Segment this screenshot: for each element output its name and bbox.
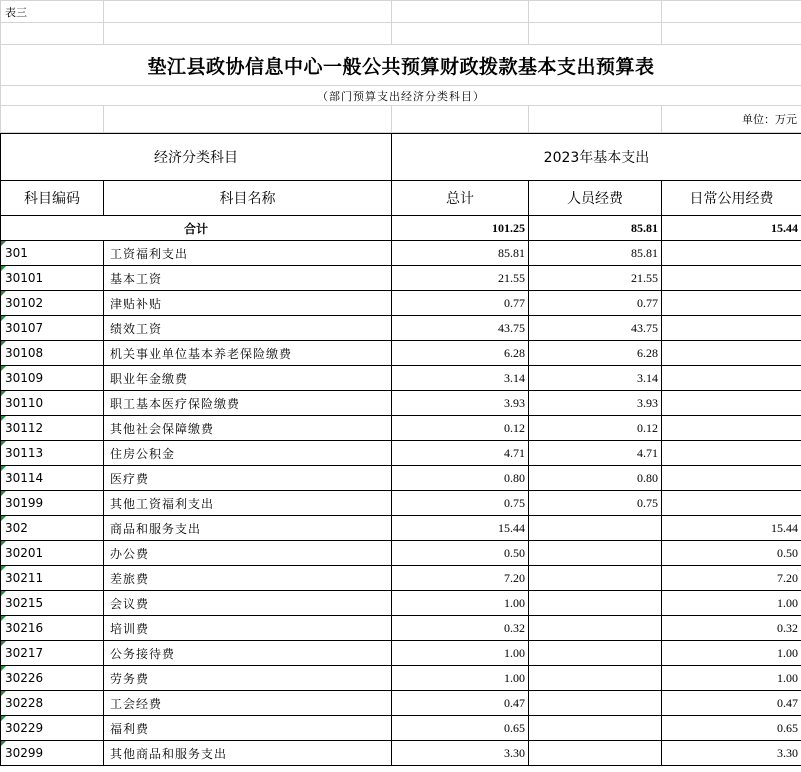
row-public[interactable] (662, 391, 801, 416)
row-name[interactable]: 工会经费 (104, 691, 392, 716)
row-personnel[interactable]: 21.55 (529, 266, 662, 291)
row-total[interactable]: 1.00 (392, 591, 529, 616)
table-row (1, 341, 801, 366)
row-public[interactable]: 1.00 (662, 666, 801, 691)
row-name[interactable]: 差旅费 (104, 566, 392, 591)
unit-label[interactable]: 单位：万元 (662, 106, 801, 133)
totals-public[interactable]: 15.44 (662, 216, 801, 241)
row-total[interactable]: 1.00 (392, 666, 529, 691)
table-row (1, 591, 801, 616)
table-row (1, 616, 801, 641)
row-name[interactable]: 会议费 (104, 591, 392, 616)
empty-cell[interactable] (529, 106, 662, 133)
row-name[interactable]: 福利费 (104, 716, 392, 741)
table-row (1, 241, 801, 266)
row-public[interactable]: 1.00 (662, 641, 801, 666)
row-name[interactable]: 津贴补贴 (104, 291, 392, 316)
empty-cell[interactable] (529, 1, 662, 23)
row-personnel[interactable] (529, 591, 662, 616)
empty-cell[interactable] (104, 1, 392, 23)
row-personnel[interactable]: 0.77 (529, 291, 662, 316)
table-row (1, 391, 801, 416)
row-code[interactable]: 30216 (1, 616, 104, 641)
row-total[interactable]: 0.77 (392, 291, 529, 316)
row-code[interactable]: 30299 (1, 741, 104, 766)
row-personnel[interactable] (529, 666, 662, 691)
empty-cell[interactable] (1, 106, 104, 133)
row-public[interactable] (662, 466, 801, 491)
row-personnel[interactable] (529, 541, 662, 566)
row-public[interactable]: 0.47 (662, 691, 801, 716)
row-personnel[interactable]: 0.80 (529, 466, 662, 491)
row-code[interactable]: 30112 (1, 416, 104, 441)
row-total[interactable]: 0.12 (392, 416, 529, 441)
row-total[interactable]: 4.71 (392, 441, 529, 466)
empty-cell[interactable] (529, 23, 662, 45)
empty-cell[interactable] (662, 23, 801, 45)
table-row (1, 641, 801, 666)
row-total[interactable]: 0.80 (392, 466, 529, 491)
table-row (1, 691, 801, 716)
table-label[interactable]: 表三 (1, 1, 104, 23)
row-public[interactable] (662, 241, 801, 266)
row-public[interactable]: 1.00 (662, 591, 801, 616)
row-total[interactable]: 0.65 (392, 716, 529, 741)
table-row (1, 741, 801, 766)
row-total[interactable]: 15.44 (392, 516, 529, 541)
table-row (1, 291, 801, 316)
header-basic-expenditure[interactable]: 2023年基本支出 (392, 134, 801, 181)
row-code[interactable]: 30110 (1, 391, 104, 416)
table-row (1, 516, 801, 541)
table-row (1, 416, 801, 441)
header-code[interactable]: 科目编码 (1, 181, 104, 216)
row-total[interactable]: 0.32 (392, 616, 529, 641)
row-name[interactable]: 培训费 (104, 616, 392, 641)
row-personnel[interactable]: 6.28 (529, 341, 662, 366)
header-personnel[interactable]: 人员经费 (529, 181, 662, 216)
row-public[interactable]: 15.44 (662, 516, 801, 541)
row-personnel[interactable]: 4.71 (529, 441, 662, 466)
row-public[interactable] (662, 316, 801, 341)
row-public[interactable]: 7.20 (662, 566, 801, 591)
row-personnel[interactable]: 0.75 (529, 491, 662, 516)
row-public[interactable] (662, 441, 801, 466)
totals-row (1, 216, 801, 241)
row-public[interactable] (662, 491, 801, 516)
row-name[interactable]: 基本工资 (104, 266, 392, 291)
row-total[interactable]: 6.28 (392, 341, 529, 366)
totals-personnel[interactable]: 85.81 (529, 216, 662, 241)
row-code[interactable]: 30211 (1, 566, 104, 591)
empty-cell[interactable] (392, 106, 529, 133)
row-personnel[interactable]: 0.12 (529, 416, 662, 441)
row-code[interactable]: 30109 (1, 366, 104, 391)
totals-label[interactable]: 合计 (1, 216, 392, 241)
page-subtitle[interactable]: （部门预算支出经济分类科目） (1, 86, 801, 106)
table-row (1, 441, 801, 466)
empty-cell[interactable] (392, 23, 529, 45)
header-row-2 (1, 181, 801, 216)
header-row-1 (1, 134, 801, 181)
row-total[interactable]: 0.47 (392, 691, 529, 716)
row-personnel[interactable] (529, 616, 662, 641)
row-name[interactable]: 医疗费 (104, 466, 392, 491)
table-row (1, 266, 801, 291)
header-total[interactable]: 总计 (392, 181, 529, 216)
row-code[interactable]: 30113 (1, 441, 104, 466)
table-row (1, 541, 801, 566)
row-personnel[interactable] (529, 566, 662, 591)
row-code[interactable]: 30114 (1, 466, 104, 491)
row-public[interactable]: 3.30 (662, 741, 801, 766)
empty-cell[interactable] (662, 1, 801, 23)
table-row (1, 466, 801, 491)
row-code[interactable]: 30217 (1, 641, 104, 666)
row-total[interactable]: 0.75 (392, 491, 529, 516)
row-name[interactable]: 其他工资福利支出 (104, 491, 392, 516)
row-public[interactable] (662, 366, 801, 391)
row-name[interactable]: 职工基本医疗保险缴费 (104, 391, 392, 416)
row-code[interactable]: 30101 (1, 266, 104, 291)
row-name[interactable]: 职业年金缴费 (104, 366, 392, 391)
row-code[interactable]: 30201 (1, 541, 104, 566)
row-code[interactable]: 30108 (1, 341, 104, 366)
row-personnel[interactable] (529, 641, 662, 666)
header-name[interactable]: 科目名称 (104, 181, 392, 216)
row-code[interactable]: 30199 (1, 491, 104, 516)
row-public[interactable] (662, 341, 801, 366)
row-personnel[interactable]: 3.14 (529, 366, 662, 391)
row-personnel[interactable]: 3.93 (529, 391, 662, 416)
budget-table (0, 133, 801, 766)
empty-cell[interactable] (392, 1, 529, 23)
totals-total[interactable]: 101.25 (392, 216, 529, 241)
table-row (1, 366, 801, 391)
row-public[interactable] (662, 266, 801, 291)
row-personnel[interactable]: 43.75 (529, 316, 662, 341)
row-name[interactable]: 机关事业单位基本养老保险缴费 (104, 341, 392, 366)
row-total[interactable]: 1.00 (392, 641, 529, 666)
table-row (1, 716, 801, 741)
row-personnel[interactable] (529, 691, 662, 716)
row-name[interactable]: 绩效工资 (104, 316, 392, 341)
empty-cell[interactable] (1, 23, 104, 45)
row-name[interactable]: 劳务费 (104, 666, 392, 691)
row-name[interactable]: 其他社会保障缴费 (104, 416, 392, 441)
empty-cell[interactable] (104, 23, 392, 45)
row-code[interactable]: 301 (1, 241, 104, 266)
row-code[interactable]: 302 (1, 516, 104, 541)
row-name[interactable]: 办公费 (104, 541, 392, 566)
row-total[interactable]: 3.93 (392, 391, 529, 416)
row-code[interactable]: 30228 (1, 691, 104, 716)
row-name[interactable]: 其他商品和服务支出 (104, 741, 392, 766)
row-public[interactable] (662, 291, 801, 316)
table-row (1, 491, 801, 516)
row-code[interactable]: 30226 (1, 666, 104, 691)
empty-cell[interactable] (104, 106, 392, 133)
row-code[interactable]: 30102 (1, 291, 104, 316)
row-personnel[interactable] (529, 716, 662, 741)
row-code[interactable]: 30215 (1, 591, 104, 616)
row-code[interactable]: 30229 (1, 716, 104, 741)
sheet-header-grid (0, 0, 801, 133)
data-rows (1, 241, 801, 766)
header-economic-category[interactable]: 经济分类科目 (1, 134, 392, 181)
row-public[interactable]: 0.50 (662, 541, 801, 566)
row-total[interactable]: 21.55 (392, 266, 529, 291)
row-code[interactable]: 30107 (1, 316, 104, 341)
row-name[interactable]: 工资福利支出 (104, 241, 392, 266)
row-name[interactable]: 公务接待费 (104, 641, 392, 666)
row-total[interactable]: 7.20 (392, 566, 529, 591)
row-total[interactable]: 3.14 (392, 366, 529, 391)
row-personnel[interactable] (529, 741, 662, 766)
row-total[interactable]: 3.30 (392, 741, 529, 766)
row-total[interactable]: 0.50 (392, 541, 529, 566)
row-public[interactable]: 0.32 (662, 616, 801, 641)
page-title[interactable]: 垫江县政协信息中心一般公共预算财政拨款基本支出预算表 (1, 45, 801, 86)
row-name[interactable]: 商品和服务支出 (104, 516, 392, 541)
table-row (1, 566, 801, 591)
row-total[interactable]: 85.81 (392, 241, 529, 266)
row-public[interactable] (662, 416, 801, 441)
row-total[interactable]: 43.75 (392, 316, 529, 341)
row-public[interactable]: 0.65 (662, 716, 801, 741)
table-row (1, 316, 801, 341)
table-row (1, 666, 801, 691)
row-personnel[interactable] (529, 516, 662, 541)
row-name[interactable]: 住房公积金 (104, 441, 392, 466)
row-personnel[interactable]: 85.81 (529, 241, 662, 266)
header-public[interactable]: 日常公用经费 (662, 181, 801, 216)
